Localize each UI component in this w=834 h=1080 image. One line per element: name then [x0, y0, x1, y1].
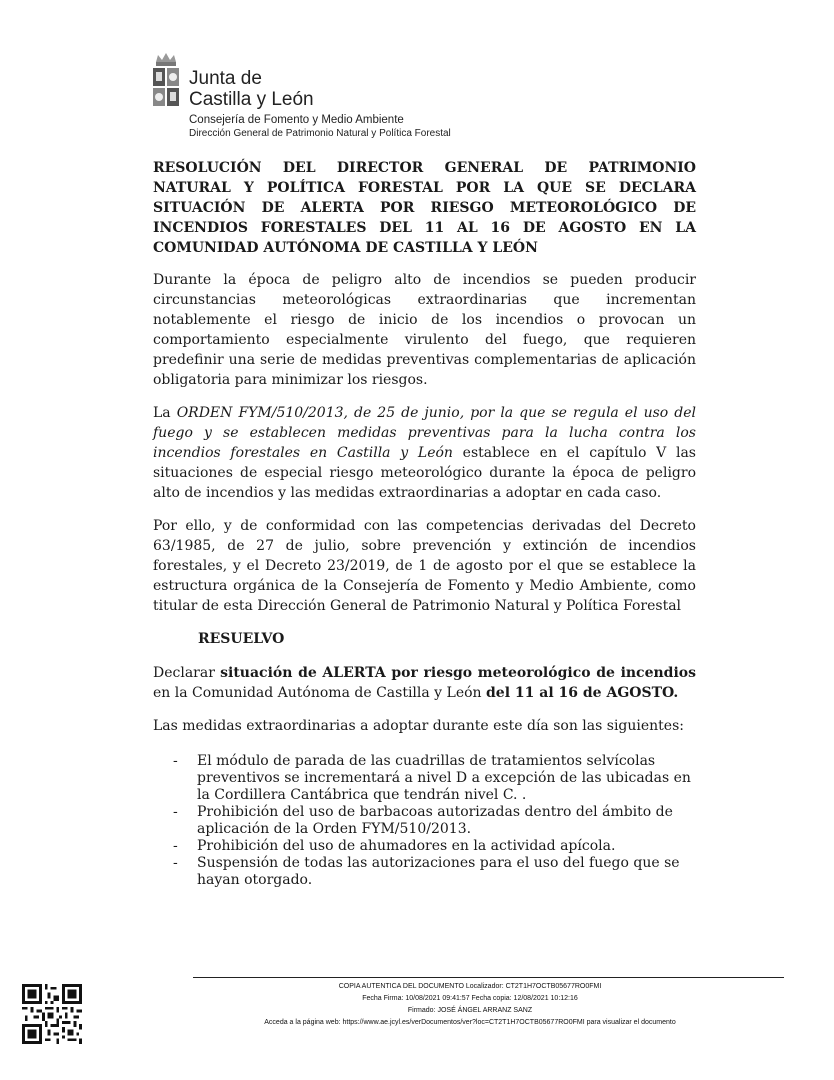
measures-list: [153, 753, 696, 889]
list-item: - Suspensión de todas las autorizaciones para el uso del fuego que se hayan otorgado.: [153, 855, 696, 889]
department-name: Consejería de Fomento y Medio Ambiente: [189, 114, 404, 126]
footer-verify-link[interactable]: Acceda a la página web: https://www.ae.jcyl.es/verDocumentos/ver?loc=CT2T1H7OCTB05677RO0FMI para visualizar el documento: [264, 1019, 676, 1026]
paragraph-competencias: Por ello, y de conformidad con las competencias derivadas del Decreto 63/1985, de 27 de julio, sobre prevención y extinción de incendios forestales, y el Decreto 23/2019, de 1 de agosto por el que se establece la estructura orgánica de la Consejería de Fomento y Medio Ambiente, como titular de esta Dirección General de Patrimonio Natural y Política Forestal: [153, 518, 696, 614]
subdepartment-name: Dirección General de Patrimonio Natural y Política Forestal: [189, 128, 451, 139]
footer-authentic-copy: COPIA AUTENTICA DEL DOCUMENTO Localizador: CT2T1H7OCTB05677RO0FMI: [338, 983, 602, 990]
paragraph-orden: [153, 403, 696, 503]
declaration-middle: en la Comunidad Autónoma de Castilla y León: [153, 685, 487, 701]
paragraph-measures-intro: Las medidas extraordinarias a adoptar durante este día son las siguientes:: [153, 718, 684, 734]
declaration-dates: del 11 al 16 de AGOSTO.: [486, 685, 679, 701]
coat-of-arms-icon: [153, 68, 179, 108]
list-item: - El módulo de parada de las cuadrillas de tratamientos selvícolas preventivos se incrementará a nivel D a excepción de las ubicadas en la Cordillera Cantábrica que tendrán nivel C. .: [153, 753, 696, 804]
declaration-alert: situación de ALERTA por riesgo meteorológico de incendios: [220, 665, 696, 681]
paragraph-orden-start: La: [153, 405, 177, 421]
footer-dates: Fecha Firma: 10/08/2021 09:41:57 Fecha copia: 12/08/2021 10:12:16: [362, 995, 578, 1002]
document-body: [153, 158, 696, 889]
paragraph-intro: Durante la época de peligro alto de incendios se pueden producir circunstancias meteorológicas extraordinarias que incrementan notablemente el riesgo de inicio de los incendios o provocan un comportamiento especialmente virulento del fuego, que requieren predefinir una serie de medidas preventivas complementarias de aplicación obligatoria para minimizar los riesgos.: [153, 272, 696, 388]
org-name-line2: Castilla y León: [189, 89, 314, 110]
org-name: [189, 68, 314, 110]
qr-code-icon: [22, 984, 82, 1044]
declaration-start: Declarar: [153, 665, 221, 681]
footer: [150, 981, 790, 1029]
org-name-line1: Junta de: [189, 68, 262, 89]
paragraph-declaration: [153, 663, 696, 703]
paragraph-orden-end: establece en el capítulo V las situaciones de especial riesgo meteorológico durante la época de peligro alto de incendios y las medidas extraordinarias a adoptar en cada caso.: [153, 445, 696, 501]
footer-divider: [193, 977, 784, 978]
list-item: - Prohibición del uso de ahumadores en la actividad apícola.: [153, 838, 696, 855]
orden-citation: ORDEN FYM/510/2013, de 25 de junio, por la que se regula el uso del fuego y se establecen medidas preventivas para la lucha contra los incendios forestales en Castilla y León: [153, 405, 697, 461]
document-title: RESOLUCIÓN DEL DIRECTOR GENERAL DE PATRIMONIO NATURAL Y POLÍTICA FORESTAL POR LA QUE SE DECLARA SITUACIÓN DE ALERTA POR RIESGO METEOROLÓGICO DE INCENDIOS FORESTALES DEL 11 AL 16 DE AGOSTO EN LA COMUNIDAD AUTÓNOMA DE CASTILLA Y LEÓN: [153, 160, 696, 256]
resuelvo-heading: RESUELVO: [198, 631, 285, 647]
list-item: - Prohibición del uso de barbacoas autorizadas dentro del ámbito de aplicación de la Orden FYM/510/2013.: [153, 804, 696, 838]
crown-icon: [153, 52, 179, 68]
footer-signed-by: Firmado: JOSÉ ÁNGEL ARRANZ SANZ: [407, 1007, 533, 1014]
